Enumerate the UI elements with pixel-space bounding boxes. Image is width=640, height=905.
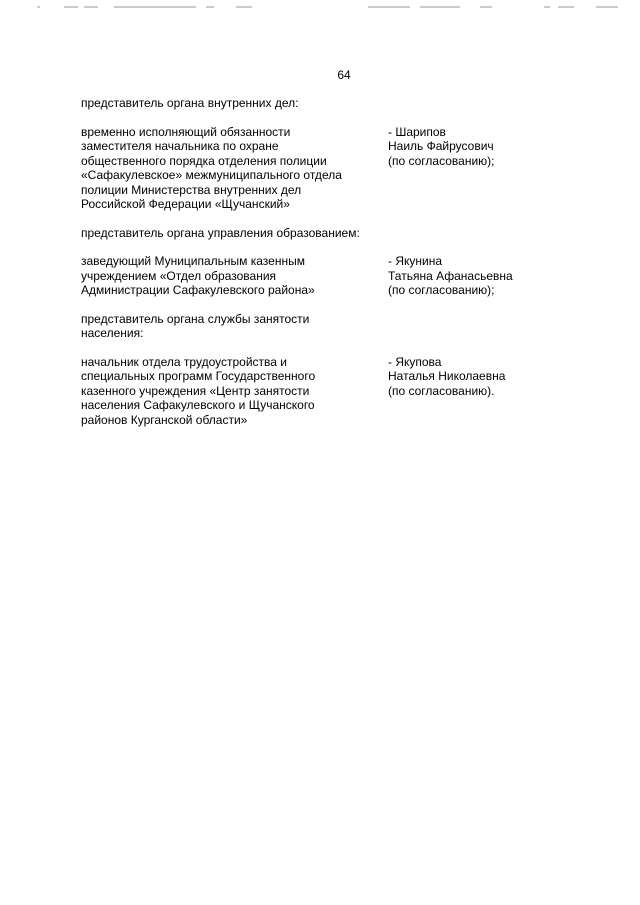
page-number: 64	[337, 68, 351, 82]
member-entry-internal-affairs	[81, 125, 551, 212]
member-position: начальник отдела трудоустройства и специальных программ Государственного казенного учреждения «Центр занятости населения Сафакулевского и Щучанского районов Курганской области»	[81, 354, 316, 427]
scan-artifact-marks	[0, 0, 640, 14]
member-entry-education	[81, 254, 551, 298]
member-name: - Якупова Наталья Николаевна (по согласованию).	[388, 354, 506, 398]
member-position: временно исполняющий обязанности заместителя начальника по охране общественного порядка отделения полиции «Сафакулевское» межмуниципального отдела полиции Министерства внутренних дел Российской Федерации «Щучанский»	[81, 124, 342, 211]
member-name: - Шарипов Наиль Файрусович (по согласованию);	[388, 124, 495, 168]
section-heading-education: представитель органа управления образованием:	[81, 225, 360, 240]
section-heading-internal-affairs: представитель органа внутренних дел:	[81, 96, 299, 110]
member-name: - Якунина Татьяна Афанасьевна (по согласованию);	[388, 254, 513, 297]
committee-members-list	[81, 96, 551, 427]
section-heading-employment: представитель органа службы занятости населения:	[81, 311, 310, 340]
member-entry-employment	[81, 355, 551, 428]
member-position: заведующий Муниципальным казенным учреждением «Отдел образования Администрации Сафакулевского района»	[81, 254, 315, 297]
